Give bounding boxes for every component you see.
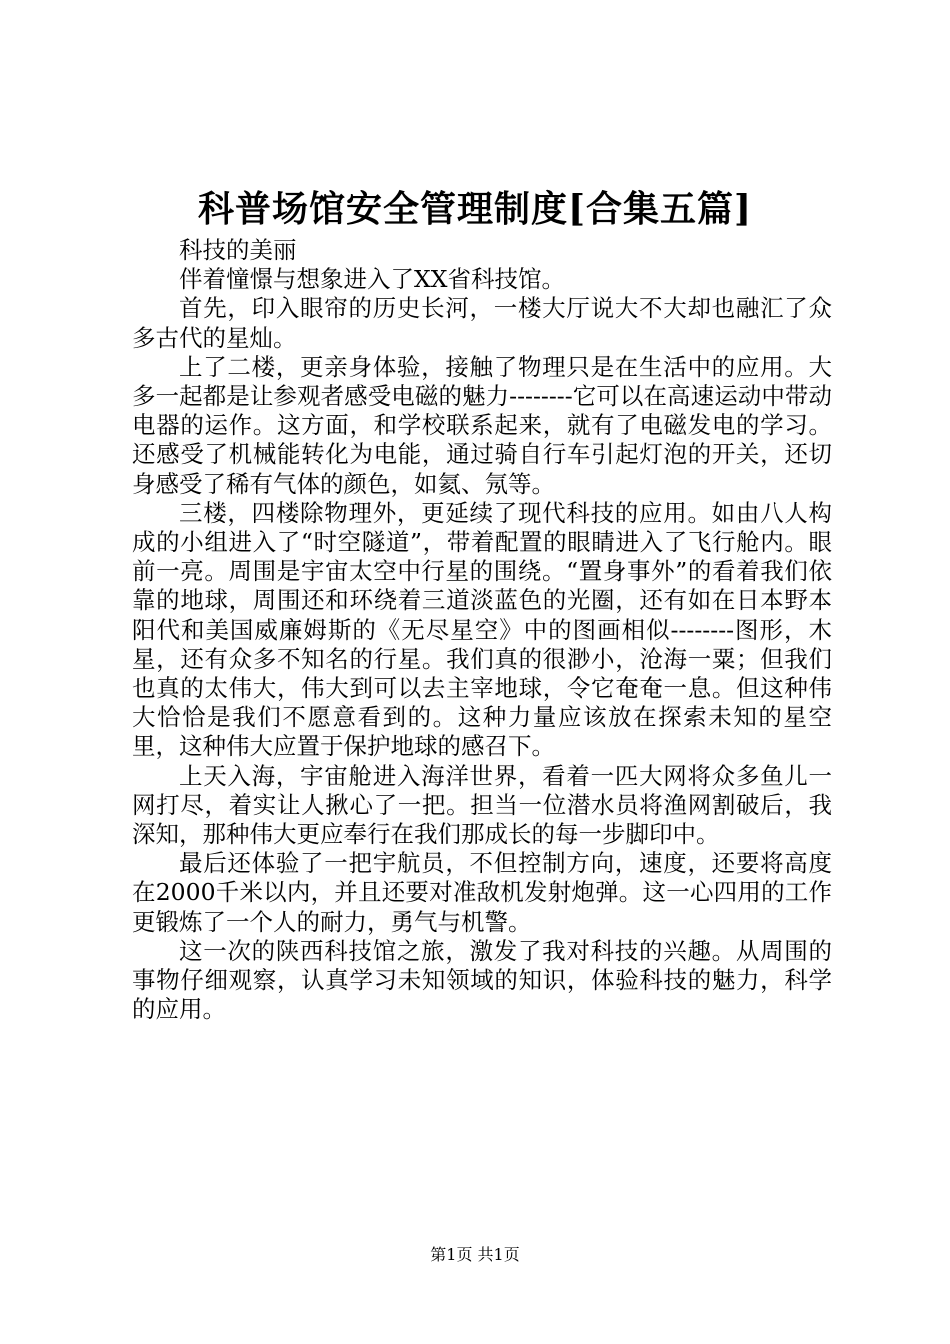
paragraph: 这一次的陕西科技馆之旅，激发了我对科技的兴趣。从周围的事物仔细观察，认真学习未知领域的知识，体验科技的魅力，科学的应用。 [132, 936, 832, 1024]
paragraph: 科技的美丽 [179, 236, 297, 264]
paragraph: 最后还体验了一把宇航员，不但控制方向，速度，还要将高度在2000千米以内，并且还要对准敌机发射炮弹。这一心四用的工作更锻炼了一个人的耐力，勇气与机警。 [132, 849, 832, 936]
paragraph: 上天入海，宇宙舱进入海洋世界，看着一匹大网将众多鱼儿一网打尽，着实让人揪心了一把。担当一位潜水员将渔网割破后，我深知，那种伟大更应奉行在我们那成长的每一步脚印中。 [132, 761, 832, 849]
paragraph: 三楼，四楼除物理外，更延续了现代科技的应用。如由八人构成的小组进入了“时空隧道”，带着配置的眼睛进入了飞行舱内。眼前一亮。周围是宇宙太空中行星的围绕。“置身事外”的看着我们依靠的地球，周围还和环绕着三道淡蓝色的光圈，还有如在日本野本阳代和美国威廉姆斯的《无尽星空》中的图画相似--------图形，木星，还有众多不知名的行星。我们真的很渺小，沧海一粟；但我们也真的太伟大，伟大到可以去主宰地球，令它奄奄一息。但这种伟大恰恰是我们不愿意看到的。这种力量应该放在探索未知的星空里，这种伟大应置于保护地球的感召下。 [132, 498, 832, 761]
document-body [132, 236, 832, 1024]
paragraph: 上了二楼，更亲身体验，接触了物理只是在生活中的应用。大多一起都是让参观者感受电磁的魅力--------它可以在高速运动中带动电器的运作。这方面，和学校联系起来，就有了电磁发电的学习。还感受了机械能转化为电能，通过骑自行车引起灯泡的开关，还切身感受了稀有气体的颜色，如氦、氖等。 [132, 352, 832, 498]
paragraph: 伴着憧憬与想象进入了XX省科技馆。 [179, 265, 565, 294]
page-footer: 第1页 共1页 [430, 1245, 520, 1264]
paragraph: 首先，印入眼帘的历史长河，一楼大厅说大不大却也融汇了众多古代的星灿。 [132, 294, 832, 352]
document-title: 科普场馆安全管理制度[合集五篇] [197, 188, 753, 230]
